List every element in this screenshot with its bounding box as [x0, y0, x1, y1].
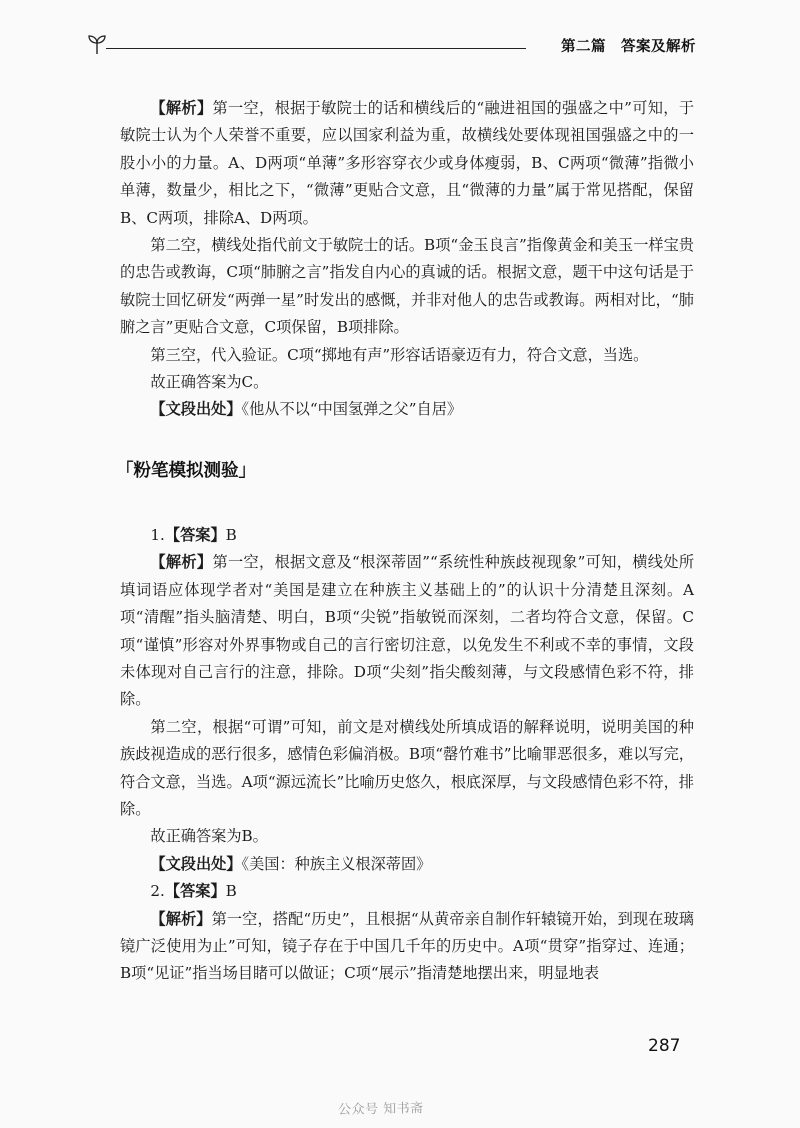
answer-conclusion [120, 369, 694, 396]
source-paragraph [120, 396, 694, 423]
source-title: 《他从不以“中国氢弹之父”自居》 [241, 400, 463, 419]
paragraph-text: 第一空，根据于敏院士的话和横线后的“融进祖国的强盛之中”可知，于敏院士认为个人荣誉不重要，应以国家利益为重，故横线处要体现祖国强盛之中的一股小小的力量。A、D两项“单薄”多形容穿衣少或身体瘦弱，B、C两项“微薄”指微小单薄，数量少，相比之下，“微薄”更贴合文意，且“微薄的力量”属于常见搭配，保留B、C两项，排除A、D两项。 [120, 99, 695, 227]
answer-value: B [225, 525, 237, 544]
question-number: 1. [150, 525, 165, 544]
paragraph [120, 232, 694, 342]
source-label: 【文段出处】 [150, 400, 242, 419]
analysis-label: 【解析】 [150, 99, 213, 117]
watermark: 公众号 知书斋 [337, 1101, 424, 1118]
analysis-paragraph [120, 906, 694, 988]
answer-value: B [225, 882, 237, 901]
analysis-label: 【解析】 [150, 553, 213, 572]
header-rule [106, 48, 526, 49]
analysis-label: 【解析】 [150, 909, 212, 928]
paragraph-text: 第二空，根据“可谓”可知，前文是对横线处所填成语的解释说明，说明美国的种族歧视造成的恶行很多，感情色彩偏消极。B项“罄竹难书”比喻罪恶很多，难以写完，符合文意，当选。A项“源远流长”比喻历史悠久，根底深厚，与文段感情色彩不符，排除。 [120, 717, 694, 818]
header-title: 第二篇 答案及解析 [561, 39, 696, 55]
running-header [86, 32, 696, 58]
analysis-paragraph [120, 95, 694, 232]
page-number: 287 [648, 1036, 681, 1056]
paragraph-text: 第一空，根据文意及“根深蒂固”“系统性种族歧视现象”可知，横线处所填词语应体现学者对“美国是建立在种族主义基础上的”的认识十分清楚且深刻。A项“清醒”指头脑清楚、明白，B项“尖锐”指敏锐而深刻，二者均符合文意，保留。C项“谨慎”形容对外界事物或自己的言行密切注意，以免发生不利或不幸的事情，文段未体现对自己言行的注意，排除。D项“尖刻”指尖酸刻薄，与文段感情色彩不符，排除。 [120, 553, 695, 709]
paragraph-text: 故正确答案为B。 [150, 827, 268, 846]
paragraph-text: 第一空，搭配“历史”，且根据“从黄帝亲自制作轩辕镜开始，到现在玻璃镜广泛使用为止”可知，镜子存在于中国几千年的历史中。A项“贯穿”指穿过、连通；B项“见证”指当场目睹可以做证；C项“展示”指清楚地摆出来，明显地表 [120, 909, 694, 983]
answer-label: 【答案】 [164, 525, 226, 544]
paragraph-text: 故正确答案为C。 [150, 373, 269, 392]
answer-label: 【答案】 [164, 882, 226, 901]
question-number: 2. [150, 882, 165, 901]
source-paragraph [120, 851, 694, 878]
paragraph [120, 342, 694, 369]
source-title: 《美国：种族主义根深蒂固》 [241, 854, 432, 873]
answer-conclusion [120, 823, 694, 850]
analysis-paragraph [120, 549, 694, 713]
source-label: 【文段出处】 [150, 854, 242, 873]
sprout-icon [86, 32, 108, 56]
question-answer-line [120, 522, 694, 549]
section-title: 「粉笔模拟测验」 [116, 460, 256, 481]
paragraph-text: 第三空，代入验证。C项“掷地有声”形容话语豪迈有力，符合文意，当选。 [150, 345, 649, 364]
page-content [116, 95, 695, 988]
paragraph-text: 第二空，横线处指代前文于敏院士的话。B项“金玉良言”指像黄金和美玉一样宝贵的忠告或教诲，C项“肺腑之言”指发自内心的真诚的话。根据文意，题干中这句话是于敏院士回忆研发“两弹一星”时发出的感慨，并非对他人的忠告或教诲。两相对比，“肺腑之言”更贴合文意，C项保留，B项排除。 [120, 236, 694, 337]
question-answer-line [120, 878, 694, 905]
paragraph [120, 714, 694, 824]
